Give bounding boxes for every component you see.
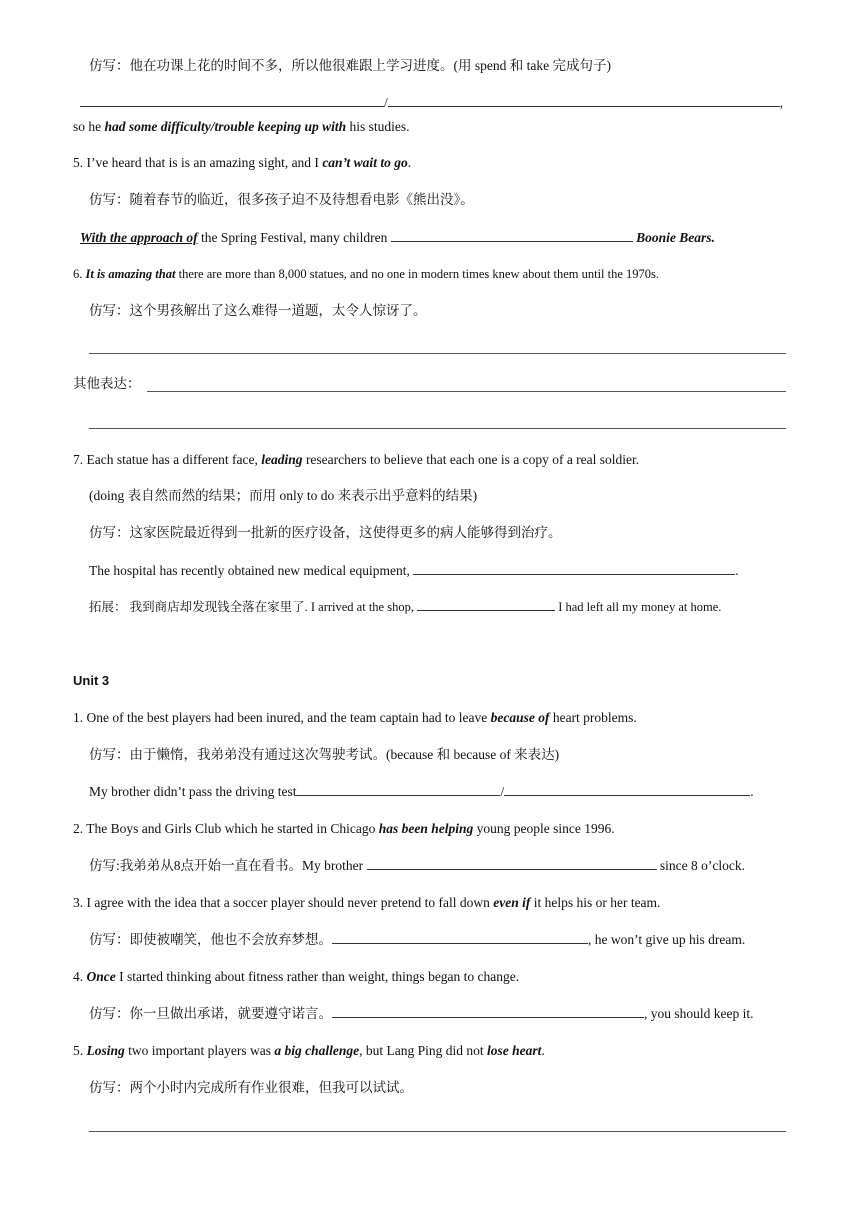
- text: heart problems.: [549, 710, 637, 725]
- text: his studies.: [346, 119, 410, 134]
- exercise-prompt: [89, 57, 611, 75]
- note-text: (doing 表自然而然的结果；而用 only to do 来表示出乎意料的结果): [89, 488, 478, 503]
- exercise-prompt: [89, 1079, 413, 1097]
- sentence-item-5: [73, 154, 411, 172]
- prompt-text: 仿写：他在功课上花的时间不多，所以他很难跟上学习进度。(用 spend 和 take 完成句子): [89, 58, 611, 73]
- text: two important players was: [124, 1043, 275, 1058]
- answer-blank[interactable]: [332, 1005, 644, 1018]
- answer-blank[interactable]: [80, 94, 384, 107]
- answer-blank[interactable]: [391, 229, 633, 242]
- exercise-prompt: [89, 746, 559, 764]
- text: researchers to believe that each one is a copy of a real soldier.: [302, 452, 640, 467]
- text: .: [541, 1043, 545, 1058]
- answer-blank[interactable]: [413, 562, 735, 575]
- answer-blank[interactable]: [332, 931, 588, 944]
- prompt-text: 仿写：你一旦做出承诺，就要遵守诺言。: [89, 1006, 332, 1021]
- exercise-prompt: [89, 1005, 754, 1023]
- unit-heading: [73, 672, 109, 690]
- sentence: [73, 118, 410, 136]
- key-phrase: even if: [493, 895, 531, 910]
- text: it helps his or her team.: [530, 895, 661, 910]
- extension-line: [89, 598, 721, 616]
- text: 1. One of the best players had been inured, and the team captain had to leave: [73, 710, 491, 725]
- punctuation: ,: [779, 95, 784, 110]
- answer-blank[interactable]: [388, 94, 780, 107]
- answer-blank[interactable]: [504, 783, 750, 796]
- answer-blank[interactable]: [296, 783, 500, 796]
- sentence-item-6: [73, 265, 659, 283]
- text: 5. I’ve heard that is is an amazing sight, and I: [73, 155, 323, 170]
- answer-rule[interactable]: [89, 1131, 786, 1132]
- answer-line: [89, 783, 754, 801]
- sentence-item-7: [73, 451, 639, 469]
- text: 4.: [73, 969, 87, 984]
- text: The hospital has recently obtained new medical equipment,: [89, 563, 414, 578]
- text: , you should keep it.: [644, 1006, 754, 1021]
- text: young people since 1996.: [473, 821, 615, 836]
- prompt-text: 仿写:我弟弟从8点开始一直在看书。My brother: [89, 858, 367, 873]
- prompt-text: 仿写：两个小时内完成所有作业很难，但我可以试试。: [89, 1080, 413, 1095]
- sentence-item-1: [73, 709, 637, 727]
- filled-answer: With the approach of: [80, 230, 198, 245]
- answer-blank[interactable]: [367, 857, 657, 870]
- answer-rule[interactable]: [89, 428, 786, 429]
- text: so he: [73, 119, 105, 134]
- answer-rule[interactable]: [147, 391, 786, 392]
- text: , he won’t give up his dream.: [588, 932, 746, 947]
- text: since 8 o’clock.: [656, 858, 745, 873]
- key-phrase: a big challenge: [274, 1043, 360, 1058]
- text: , but Lang Ping did not: [359, 1043, 487, 1058]
- answer-line: [80, 94, 783, 112]
- key-phrase: It is amazing that: [85, 267, 176, 281]
- text: 6.: [73, 267, 86, 281]
- prompt-text: 仿写：随着春节的临近，很多孩子迫不及待想看电影《熊出没》。: [89, 192, 474, 207]
- sentence-item-3: [73, 894, 660, 912]
- punctuation: .: [735, 563, 739, 578]
- text: I started thinking about fitness rather than weight, things began to change.: [115, 969, 520, 984]
- separator: /: [500, 784, 505, 799]
- punctuation: .: [750, 784, 754, 799]
- other-expression: [73, 375, 141, 393]
- separator: /: [384, 95, 388, 110]
- text: I had left all my money at home.: [555, 600, 722, 614]
- text: there are more than 8,000 statues, and no one in modern times knew about them until the 1970s.: [175, 267, 660, 281]
- exercise-prompt: [89, 857, 745, 875]
- answer-blank[interactable]: [417, 598, 555, 611]
- answer-line: [80, 229, 715, 247]
- answer-rule[interactable]: [89, 353, 786, 354]
- text: 2. The Boys and Girls Club which he started in Chicago: [73, 821, 379, 836]
- key-phrase: had some difficulty/trouble keeping up with: [104, 119, 347, 134]
- grammar-note: [89, 487, 477, 505]
- prompt-text: 仿写：即使被嘲笑，他也不会放弃梦想。: [89, 932, 332, 947]
- sentence-item-4: [73, 968, 519, 986]
- key-phrase: lose heart: [487, 1043, 542, 1058]
- text: My brother didn’t pass the driving test: [89, 784, 297, 799]
- key-phrase: can’t wait to go: [322, 155, 408, 170]
- prompt-text: 仿写：由于懒惰，我弟弟没有通过这次驾驶考试。(because 和 because of 来表达): [89, 747, 560, 762]
- exercise-prompt: [89, 191, 474, 209]
- text: 拓展： 我到商店却发现钱全落在家里了. I arrived at the shop,: [89, 600, 418, 614]
- key-phrase: leading: [261, 452, 303, 467]
- key-phrase: Once: [86, 969, 116, 984]
- text: the Spring Festival, many children: [197, 230, 391, 245]
- exercise-prompt: [89, 524, 562, 542]
- text: .: [407, 155, 412, 170]
- exercise-prompt: [89, 302, 427, 320]
- answer-line: [89, 562, 739, 580]
- key-phrase: Boonie Bears.: [636, 230, 715, 245]
- exercise-prompt: [89, 931, 745, 949]
- key-phrase: because of: [490, 710, 550, 725]
- heading-text: Unit 3: [73, 673, 110, 688]
- key-phrase: Losing: [86, 1043, 125, 1058]
- text: 7. Each statue has a different face,: [73, 452, 262, 467]
- prompt-text: 仿写：这家医院最近得到一批新的医疗设备，这使得更多的病人能够得到治疗。: [89, 525, 562, 540]
- text: 5.: [73, 1043, 87, 1058]
- prompt-text: 仿写：这个男孩解出了这么难得一道题，太令人惊讶了。: [89, 303, 427, 318]
- key-phrase: has been helping: [378, 821, 474, 836]
- text: 3. I agree with the idea that a soccer player should never pretend to fall down: [73, 895, 494, 910]
- sentence-item-2: [73, 820, 615, 838]
- label: 其他表达：: [73, 376, 141, 391]
- sentence-item-5-unit3: [73, 1042, 545, 1060]
